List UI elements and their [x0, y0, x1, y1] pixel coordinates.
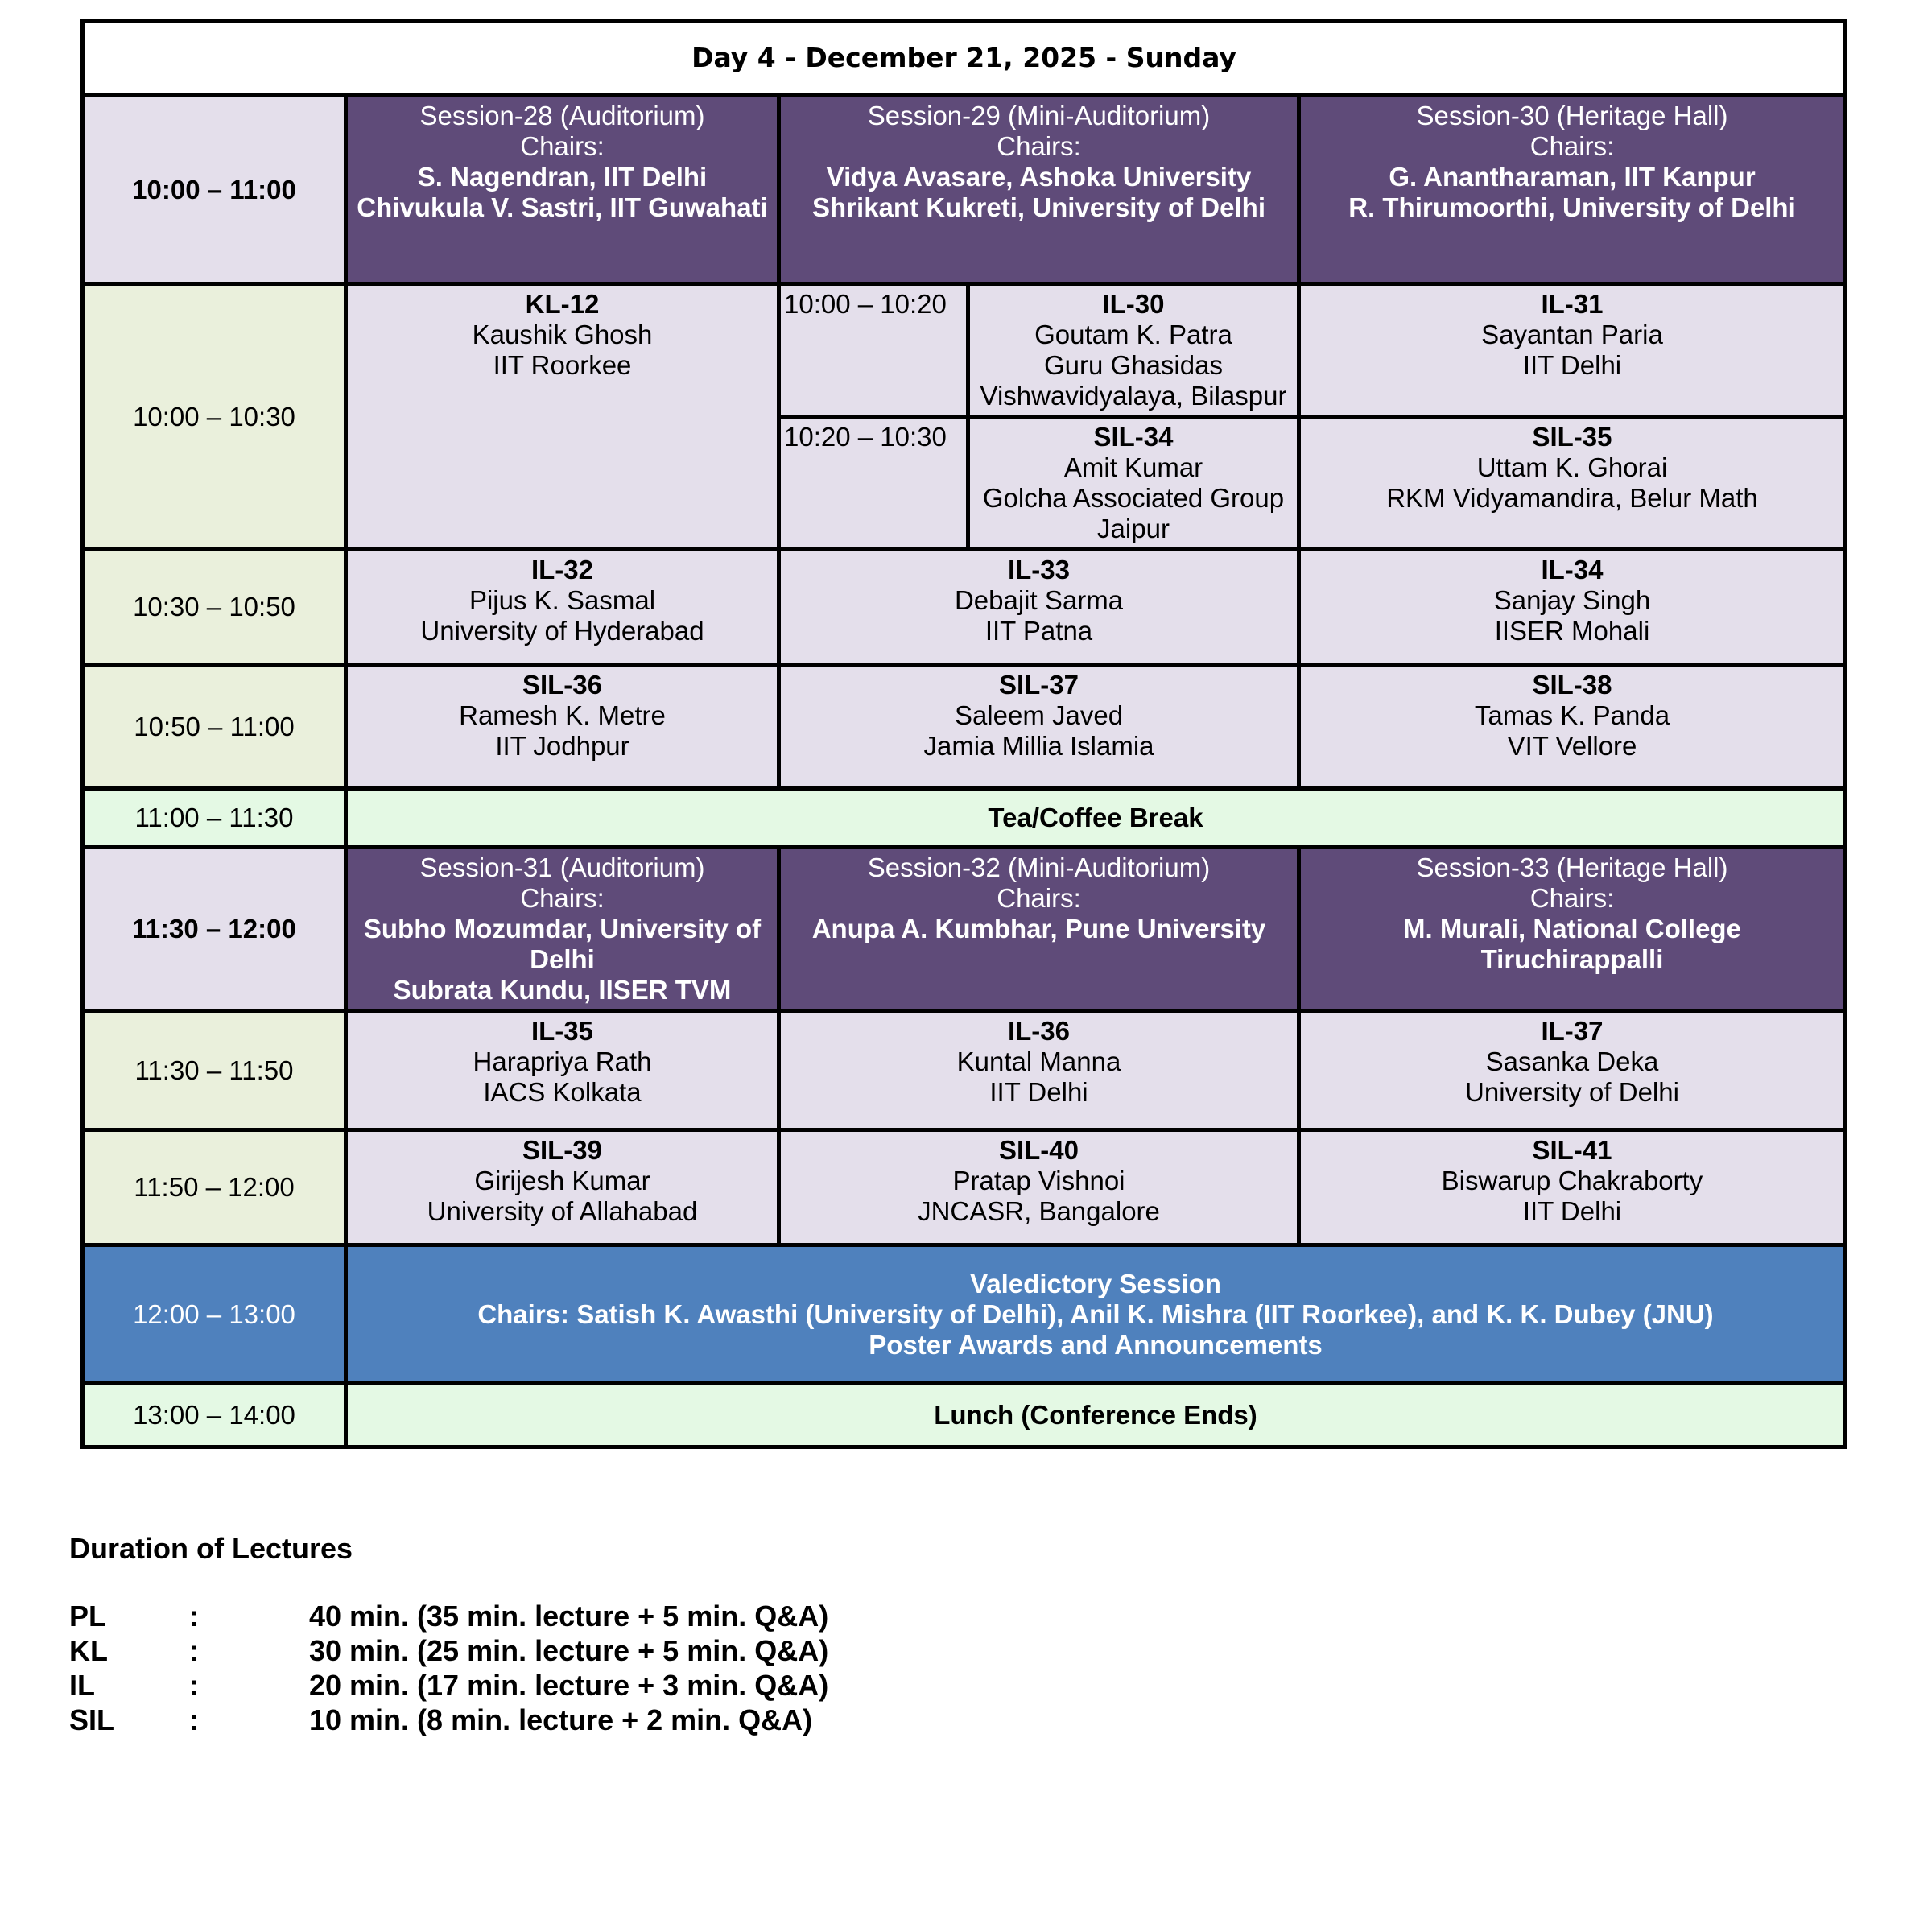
talk-cell: [779, 550, 1299, 665]
affiliation: IIT Delhi: [1522, 350, 1622, 380]
speaker: Debajit Sarma: [954, 585, 1124, 615]
speaker: Saleem Javed: [954, 700, 1124, 730]
chairs-label: Chairs:: [997, 883, 1081, 913]
time-slot: 11:50 – 12:00: [83, 1130, 346, 1245]
talk-code: SIL-35: [1532, 422, 1612, 452]
chairs-label: Chairs:: [1529, 131, 1615, 161]
speaker: Biswarup Chakraborty: [1441, 1166, 1703, 1195]
legend-sep: :: [189, 1600, 199, 1633]
affiliation: University of Allahabad: [427, 1196, 698, 1226]
time-slot: 10:00 – 10:30: [83, 284, 346, 550]
legend-sep: :: [189, 1703, 199, 1736]
legend-value: 40 min. (35 min. lecture + 5 min. Q&A): [309, 1600, 829, 1633]
session-header-30: [1299, 96, 1846, 284]
legend-title: Duration of Lectures: [69, 1532, 353, 1565]
chair-name: M. Murali, National College Tiruchirappalli: [1403, 914, 1741, 974]
day-title: Day 4 - December 21, 2025 - Sunday: [83, 21, 1846, 96]
affiliation: University of Hyderabad: [420, 616, 704, 646]
legend-sep: :: [189, 1634, 199, 1667]
tea-break: Tea/Coffee Break: [346, 789, 1846, 848]
legend-key: IL: [69, 1669, 95, 1702]
talk-cell: [1299, 284, 1846, 417]
talk-code: SIL-38: [1532, 670, 1612, 700]
speaker: Sasanka Deka: [1485, 1046, 1659, 1076]
chair-name: Vidya Avasare, Ashoka University: [826, 162, 1252, 192]
legend-value: 10 min. (8 min. lecture + 2 min. Q&A): [309, 1703, 813, 1736]
affiliation: University of Delhi: [1465, 1077, 1679, 1107]
valedictory-chairs: Chairs: Satish K. Awasthi (University of Delhi), Anil K. Mishra (IIT Roorkee), and K. K. Dubey (JNU): [477, 1298, 1714, 1329]
affiliation: Golcha Associated Group: [982, 483, 1285, 513]
session-header-31: [346, 848, 779, 1011]
chair-name: S. Nagendran, IIT Delhi: [417, 162, 708, 192]
chairs-label: Chairs:: [997, 131, 1081, 161]
talk-code: IL-37: [1541, 1016, 1604, 1046]
chair-name: G. Anantharaman, IIT Kanpur: [1389, 162, 1756, 192]
chair-name: R. Thirumoorthi, University of Delhi: [1348, 192, 1796, 222]
speaker: Pratap Vishnoi: [952, 1166, 1125, 1195]
valedictory-title: Valedictory Session: [970, 1268, 1221, 1298]
session-header-28: [346, 96, 779, 284]
time-slot: 10:30 – 10:50: [83, 550, 346, 665]
talk-cell: [1299, 550, 1846, 665]
speaker: Ramesh K. Metre: [459, 700, 666, 730]
talk-code: SIL-41: [1532, 1135, 1612, 1165]
talk-code: IL-35: [530, 1016, 594, 1046]
lunch-break: Lunch (Conference Ends): [346, 1384, 1846, 1447]
talk-cell: [346, 1130, 779, 1245]
session-header-33: [1299, 848, 1846, 1011]
chair-name: Subho Mozumdar, University of Delhi: [363, 914, 762, 974]
talk-code: IL-36: [1007, 1016, 1071, 1046]
talk-cell: [346, 665, 779, 789]
affiliation: JNCASR, Bangalore: [918, 1196, 1160, 1226]
affiliation: Jamia Millia Islamia: [923, 731, 1154, 761]
speaker: Uttam K. Ghorai: [1476, 452, 1668, 482]
session-header-29: [779, 96, 1299, 284]
legend-value: 30 min. (25 min. lecture + 5 min. Q&A): [309, 1634, 829, 1667]
affiliation: VIT Vellore: [1507, 731, 1637, 761]
valedictory-session: [346, 1245, 1846, 1384]
time-slot: 11:30 – 12:00: [83, 848, 346, 1011]
talk-code: SIL-37: [998, 670, 1079, 700]
speaker: Harapriya Rath: [473, 1046, 652, 1076]
speaker: Tamas K. Panda: [1474, 700, 1670, 730]
affiliation: Vishwavidyalaya, Bilaspur: [980, 381, 1287, 411]
legend-value: 20 min. (17 min. lecture + 3 min. Q&A): [309, 1669, 829, 1702]
session-name: Session-30 (Heritage Hall): [1416, 101, 1728, 130]
session-name: Session-31 (Auditorium): [419, 852, 705, 882]
affiliation: IIT Patna: [984, 616, 1093, 646]
schedule-table: [80, 19, 1847, 1449]
speaker: Amit Kumar: [1063, 452, 1203, 482]
talk-code: IL-30: [1102, 289, 1165, 319]
speaker: Sanjay Singh: [1493, 585, 1651, 615]
talk-code: SIL-36: [522, 670, 603, 700]
affiliation: IIT Delhi: [1522, 1196, 1622, 1226]
talk-cell: [1299, 665, 1846, 789]
talk-cell: [346, 1011, 779, 1130]
affiliation: IIT Delhi: [989, 1077, 1088, 1107]
session-header-32: [779, 848, 1299, 1011]
time-slot: 10:00 – 11:00: [83, 96, 346, 284]
chair-name: Anupa A. Kumbhar, Pune University: [811, 914, 1266, 943]
time-slot: 10:50 – 11:00: [83, 665, 346, 789]
legend-key: SIL: [69, 1703, 115, 1736]
affiliation: RKM Vidyamandira, Belur Math: [1386, 483, 1758, 513]
talk-cell: [1299, 417, 1846, 550]
affiliation: IACS Kolkata: [483, 1077, 642, 1107]
talk-cell: [779, 1130, 1299, 1245]
session-name: Session-33 (Heritage Hall): [1416, 852, 1728, 882]
time-slot: 11:00 – 11:30: [83, 789, 346, 848]
talk-code: IL-33: [1007, 555, 1071, 584]
chair-name: Subrata Kundu, IISER TVM: [393, 975, 732, 1005]
session-name: Session-29 (Mini-Auditorium): [867, 101, 1211, 130]
affiliation: IIT Roorkee: [493, 350, 632, 380]
talk-cell: [1299, 1130, 1846, 1245]
legend-key: KL: [69, 1634, 108, 1667]
talk-cell: [968, 284, 1299, 417]
time-slot: 11:30 – 11:50: [83, 1011, 346, 1130]
affiliation: Jaipur: [1097, 514, 1170, 543]
legend-key: PL: [69, 1600, 107, 1633]
talk-cell: [346, 284, 779, 550]
chairs-label: Chairs:: [520, 131, 605, 161]
speaker: Kuntal Manna: [956, 1046, 1121, 1076]
affiliation: IISER Mohali: [1494, 616, 1650, 646]
talk-code: SIL-40: [998, 1135, 1079, 1165]
sub-time-slot: 10:00 – 10:20: [779, 284, 968, 417]
speaker: Girijesh Kumar: [474, 1166, 650, 1195]
talk-code: SIL-34: [1093, 422, 1174, 452]
talk-cell: [1299, 1011, 1846, 1130]
affiliation: IIT Jodhpur: [495, 731, 629, 761]
speaker: Goutam K. Patra: [1034, 320, 1232, 349]
speaker: Kaushik Ghosh: [472, 320, 653, 349]
speaker: Pijus K. Sasmal: [468, 585, 656, 615]
talk-cell: [779, 1011, 1299, 1130]
talk-code: IL-31: [1541, 289, 1604, 319]
talk-code: SIL-39: [522, 1135, 603, 1165]
chairs-label: Chairs:: [1529, 883, 1615, 913]
chair-name: Chivukula V. Sastri, IIT Guwahati: [357, 192, 768, 222]
chairs-label: Chairs:: [520, 883, 605, 913]
session-name: Session-32 (Mini-Auditorium): [867, 852, 1211, 882]
talk-cell: [346, 550, 779, 665]
chair-name: Shrikant Kukreti, University of Delhi: [812, 192, 1265, 222]
talk-code: IL-32: [530, 555, 594, 584]
session-name: Session-28 (Auditorium): [419, 101, 705, 130]
speaker: Sayantan Paria: [1481, 320, 1663, 349]
talk-code: KL-12: [525, 289, 600, 319]
sub-time-slot: 10:20 – 10:30: [779, 417, 968, 550]
talk-cell: [779, 665, 1299, 789]
time-slot: 13:00 – 14:00: [83, 1384, 346, 1447]
talk-code: IL-34: [1541, 555, 1604, 584]
valedictory-awards: Poster Awards and Announcements: [869, 1329, 1323, 1360]
affiliation: Guru Ghasidas: [1044, 350, 1223, 380]
time-slot: 12:00 – 13:00: [83, 1245, 346, 1384]
legend-sep: :: [189, 1669, 199, 1702]
talk-cell: [968, 417, 1299, 550]
